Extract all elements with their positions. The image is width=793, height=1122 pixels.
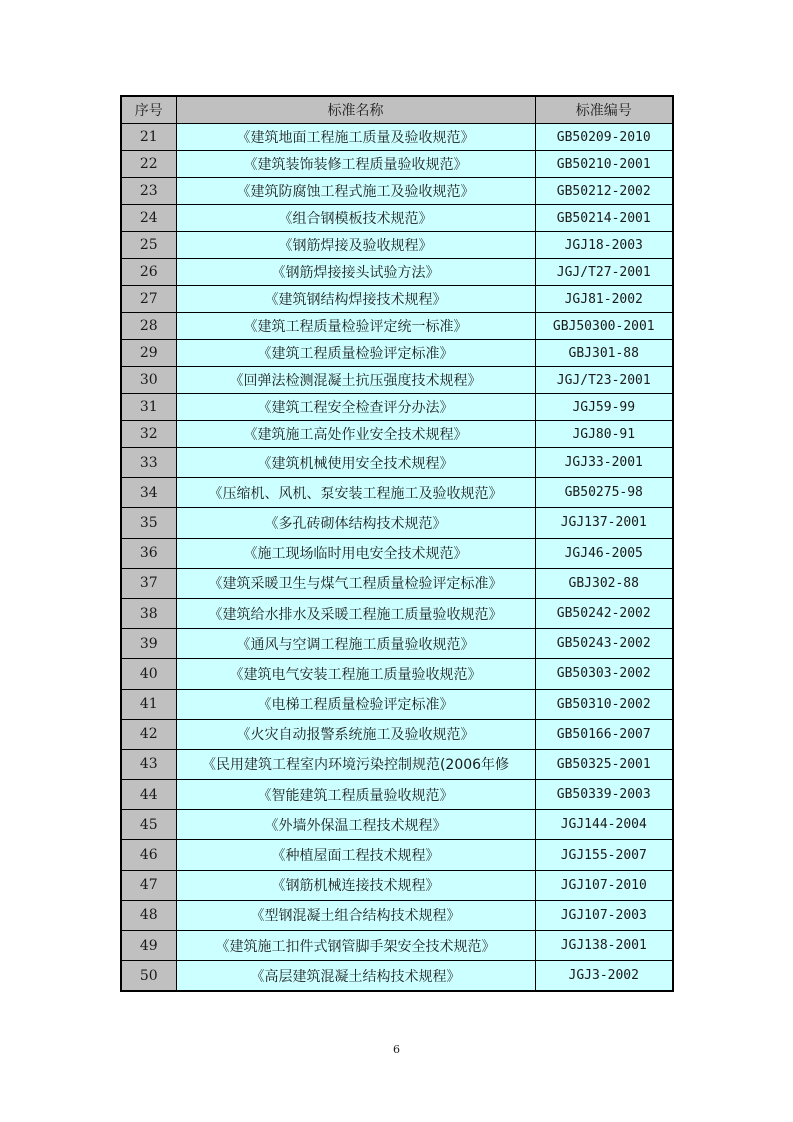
cell-standard-name: 《回弹法检测混凝土抗压强度技术规程》: [176, 367, 535, 394]
cell-serial-number: 22: [121, 151, 176, 178]
table-row: [121, 232, 673, 259]
table-row: [121, 598, 673, 628]
cell-serial-number: 31: [121, 394, 176, 421]
cell-standard-name: 《建筑给水排水及采暖工程施工质量验收规范》: [176, 598, 535, 628]
table-row: [121, 689, 673, 719]
cell-standard-code: JGJ18-2003: [535, 232, 673, 259]
cell-serial-number: 35: [121, 508, 176, 538]
table-row: [121, 629, 673, 659]
cell-standard-name: 《建筑机械使用安全技术规程》: [176, 448, 535, 478]
table-row: [121, 719, 673, 749]
table-row: [121, 749, 673, 779]
cell-standard-code: GB50275-98: [535, 478, 673, 508]
cell-serial-number: 43: [121, 749, 176, 779]
table-row: [121, 961, 673, 991]
table-row: [121, 478, 673, 508]
table-row: [121, 340, 673, 367]
cell-standard-name: 《压缩机、风机、泵安装工程施工及验收规范》: [176, 478, 535, 508]
cell-standard-name: 《建筑工程质量检验评定统一标准》: [176, 313, 535, 340]
cell-standard-code: JGJ137-2001: [535, 508, 673, 538]
table-row: [121, 448, 673, 478]
cell-standard-code: JGJ107-2003: [535, 900, 673, 930]
cell-standard-name: 《建筑防腐蚀工程式施工及验收规范》: [176, 178, 535, 205]
cell-standard-code: JGJ46-2005: [535, 538, 673, 568]
table-row: [121, 313, 673, 340]
table-row: [121, 421, 673, 448]
header-serial-number: 序号: [121, 96, 176, 124]
cell-standard-name: 《建筑电气安装工程施工质量验收规范》: [176, 659, 535, 689]
cell-serial-number: 32: [121, 421, 176, 448]
cell-standard-code: JGJ/T23-2001: [535, 367, 673, 394]
table-row: [121, 538, 673, 568]
cell-standard-code: JGJ155-2007: [535, 840, 673, 870]
cell-standard-code: GB50339-2003: [535, 780, 673, 810]
header-standard-name: 标准名称: [176, 96, 535, 124]
cell-standard-code: JGJ80-91: [535, 421, 673, 448]
table-row: [121, 286, 673, 313]
cell-standard-code: GB50303-2002: [535, 659, 673, 689]
cell-standard-code: JGJ3-2002: [535, 961, 673, 991]
table-row: [121, 151, 673, 178]
cell-standard-code: GBJ302-88: [535, 568, 673, 598]
table-row: [121, 394, 673, 421]
table-body: [121, 124, 673, 991]
cell-standard-code: JGJ59-99: [535, 394, 673, 421]
table-row: [121, 931, 673, 961]
cell-serial-number: 49: [121, 931, 176, 961]
cell-standard-name: 《施工现场临时用电安全技术规范》: [176, 538, 535, 568]
cell-standard-code: GB50166-2007: [535, 719, 673, 749]
cell-standard-code: JGJ/T27-2001: [535, 259, 673, 286]
cell-standard-name: 《组合钢模板技术规范》: [176, 205, 535, 232]
cell-standard-code: GBJ301-88: [535, 340, 673, 367]
cell-standard-code: JGJ144-2004: [535, 810, 673, 840]
cell-standard-code: JGJ33-2001: [535, 448, 673, 478]
cell-standard-name: 《建筑工程安全检查评分办法》: [176, 394, 535, 421]
cell-standard-name: 《钢筋焊接及验收规程》: [176, 232, 535, 259]
cell-serial-number: 44: [121, 780, 176, 810]
table-row: [121, 780, 673, 810]
cell-standard-code: GBJ50300-2001: [535, 313, 673, 340]
cell-serial-number: 29: [121, 340, 176, 367]
table-row: [121, 840, 673, 870]
cell-serial-number: 27: [121, 286, 176, 313]
cell-serial-number: 34: [121, 478, 176, 508]
cell-standard-code: JGJ81-2002: [535, 286, 673, 313]
table-row: [121, 259, 673, 286]
cell-standard-code: JGJ107-2010: [535, 870, 673, 900]
cell-serial-number: 21: [121, 124, 176, 151]
cell-standard-name: 《钢筋焊接接头试验方法》: [176, 259, 535, 286]
page-number: 6: [393, 1043, 400, 1056]
table-row: [121, 508, 673, 538]
cell-serial-number: 48: [121, 900, 176, 930]
cell-standard-name: 《种植屋面工程技术规程》: [176, 840, 535, 870]
cell-serial-number: 23: [121, 178, 176, 205]
standards-table: [120, 95, 674, 992]
cell-standard-name: 《建筑施工扣件式钢管脚手架安全技术规范》: [176, 931, 535, 961]
table-row: [121, 124, 673, 151]
cell-standard-code: GB50243-2002: [535, 629, 673, 659]
cell-serial-number: 46: [121, 840, 176, 870]
cell-standard-name: 《多孔砖砌体结构技术规范》: [176, 508, 535, 538]
cell-serial-number: 50: [121, 961, 176, 991]
cell-standard-name: 《智能建筑工程质量验收规范》: [176, 780, 535, 810]
cell-standard-name: 《民用建筑工程室内环境污染控制规范(2006年修: [176, 749, 535, 779]
table-row: [121, 568, 673, 598]
header-standard-code: 标准编号: [535, 96, 673, 124]
cell-standard-code: GB50210-2001: [535, 151, 673, 178]
cell-standard-code: JGJ138-2001: [535, 931, 673, 961]
cell-standard-code: GB50310-2002: [535, 689, 673, 719]
cell-serial-number: 40: [121, 659, 176, 689]
cell-standard-name: 《建筑地面工程施工质量及验收规范》: [176, 124, 535, 151]
cell-standard-name: 《建筑工程质量检验评定标准》: [176, 340, 535, 367]
cell-standard-name: 《建筑施工高处作业安全技术规程》: [176, 421, 535, 448]
cell-serial-number: 37: [121, 568, 176, 598]
cell-standard-name: 《高层建筑混凝土结构技术规程》: [176, 961, 535, 991]
cell-standard-name: 《建筑采暖卫生与煤气工程质量检验评定标准》: [176, 568, 535, 598]
cell-standard-name: 《钢筋机械连接技术规程》: [176, 870, 535, 900]
cell-serial-number: 38: [121, 598, 176, 628]
table-header-row: [121, 96, 673, 124]
cell-serial-number: 25: [121, 232, 176, 259]
table-row: [121, 367, 673, 394]
table-row: [121, 178, 673, 205]
cell-standard-name: 《建筑钢结构焊接技术规程》: [176, 286, 535, 313]
cell-standard-name: 《火灾自动报警系统施工及验收规范》: [176, 719, 535, 749]
cell-standard-name: 《通风与空调工程施工质量验收规范》: [176, 629, 535, 659]
cell-serial-number: 33: [121, 448, 176, 478]
cell-standard-code: GB50242-2002: [535, 598, 673, 628]
cell-standard-code: GB50214-2001: [535, 205, 673, 232]
cell-serial-number: 28: [121, 313, 176, 340]
cell-standard-name: 《电梯工程质量检验评定标准》: [176, 689, 535, 719]
cell-standard-code: GB50325-2001: [535, 749, 673, 779]
table-row: [121, 900, 673, 930]
cell-serial-number: 30: [121, 367, 176, 394]
table-row: [121, 810, 673, 840]
cell-serial-number: 42: [121, 719, 176, 749]
cell-serial-number: 26: [121, 259, 176, 286]
cell-serial-number: 39: [121, 629, 176, 659]
table-row: [121, 659, 673, 689]
table-row: [121, 205, 673, 232]
cell-serial-number: 24: [121, 205, 176, 232]
cell-serial-number: 45: [121, 810, 176, 840]
cell-serial-number: 36: [121, 538, 176, 568]
cell-serial-number: 47: [121, 870, 176, 900]
table-row: [121, 870, 673, 900]
cell-serial-number: 41: [121, 689, 176, 719]
cell-standard-name: 《型钢混凝土组合结构技术规程》: [176, 900, 535, 930]
cell-standard-code: GB50212-2002: [535, 178, 673, 205]
cell-standard-code: GB50209-2010: [535, 124, 673, 151]
cell-standard-name: 《建筑装饰装修工程质量验收规范》: [176, 151, 535, 178]
cell-standard-name: 《外墙外保温工程技术规程》: [176, 810, 535, 840]
